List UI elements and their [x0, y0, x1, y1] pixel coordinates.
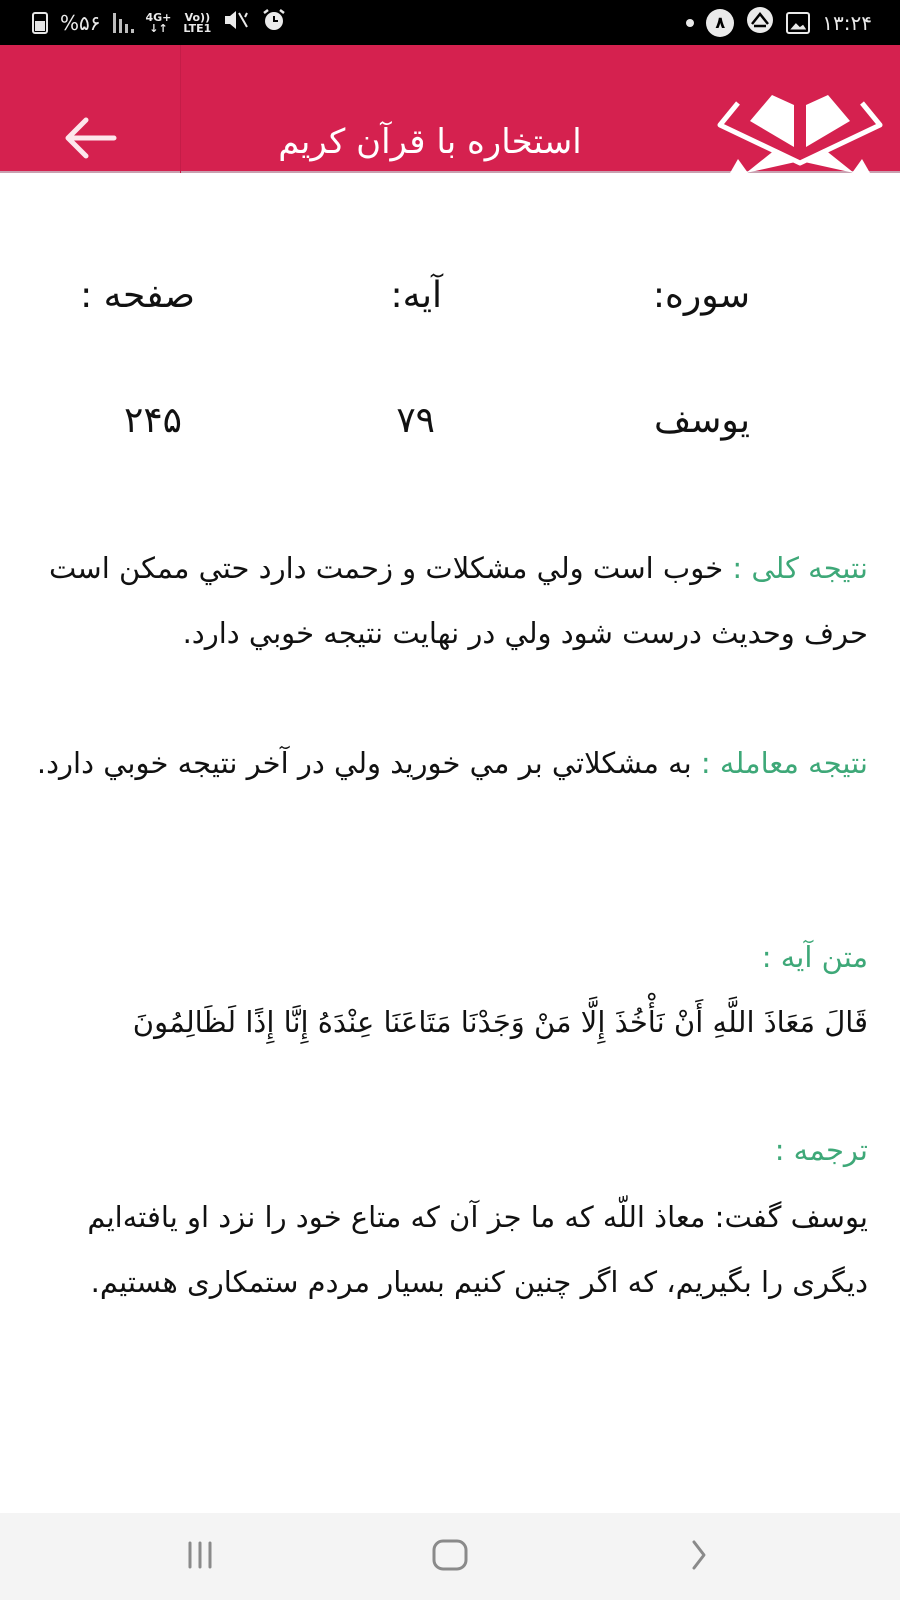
page-value: ۲۴۵ — [123, 400, 182, 441]
status-bar-right — [686, 6, 872, 39]
aya-value: ۷۹ — [396, 400, 435, 441]
general-result — [30, 536, 868, 666]
deal-result-label: نتیجه معامله : — [700, 746, 868, 780]
page-label: صفحه : — [80, 275, 195, 316]
signal-icon — [113, 13, 134, 33]
volte-icon — [183, 12, 211, 34]
translation-label: ترجمه : — [774, 1133, 868, 1167]
recents-button[interactable] — [170, 1533, 230, 1577]
mute-icon — [223, 9, 249, 36]
quran-logo-icon — [716, 85, 884, 173]
notification-badge: ۸ — [706, 9, 734, 37]
sura-label: سوره: — [652, 275, 750, 316]
verse-label: متن آیه : — [761, 940, 868, 974]
status-bar-left — [32, 8, 287, 37]
gallery-icon — [786, 12, 810, 34]
network-type-label: 4G+ — [145, 10, 172, 24]
page-title: استخاره با قرآن کریم — [278, 122, 582, 162]
app-notification-icon — [746, 6, 774, 39]
general-result-label: نتیجه کلی : — [732, 551, 868, 585]
recents-icon — [180, 1540, 220, 1570]
clock: ۱۳:۲۴ — [822, 10, 872, 35]
battery-icon — [32, 12, 48, 34]
deal-result — [30, 731, 868, 796]
system-nav-bar — [0, 1513, 900, 1600]
back-button[interactable] — [58, 113, 122, 163]
status-bar — [0, 0, 900, 45]
deal-result-text: به مشكلاتي بر مي خوريد ولي در آخر نتيجه خوبي دارد. — [36, 746, 701, 780]
aya-label: آیه: — [390, 275, 442, 316]
battery-percent: %۵۶ — [60, 10, 101, 35]
translation-text: یوسف گفت: معاذ اللّه که ما جز آن که متاع خود را نزد او یافته‌ایم دیگری را بگیریم، که اگر چنین کنیم بسیار مردم ستمکاری هستیم. — [87, 1200, 868, 1299]
back-chevron-icon — [685, 1538, 715, 1572]
network-type-icon — [146, 12, 172, 34]
arrow-left-icon — [62, 116, 118, 160]
data-arrows-icon: ↓↑ — [149, 21, 168, 35]
general-result-text: خوب است ولي مشكلات و زحمت دارد حتي ممكن است حرف وحديث درست شود ولي در نهايت نتيجه خوبي دارد. — [48, 551, 868, 650]
volte-top-label: Vo)) — [184, 10, 211, 24]
header-divider — [180, 45, 181, 173]
app-header — [0, 45, 900, 173]
volte-bottom-label: LTE1 — [183, 21, 212, 35]
notification-dot-icon — [686, 19, 694, 27]
home-button[interactable] — [420, 1533, 480, 1577]
verse-text: قَالَ مَعَاذَ اللَّهِ أَنْ نَأْخُذَ إِلَّا مَنْ وَجَدْنَا مَتَاعَنَا عِنْدَهُ إِنَّا إِذًا لَظَالِمُونَ — [132, 1005, 868, 1039]
nav-back-button[interactable] — [670, 1533, 730, 1577]
sura-value: یوسف — [653, 400, 750, 441]
alarm-icon — [261, 8, 287, 37]
verse-info — [0, 175, 900, 475]
home-icon — [430, 1538, 470, 1572]
